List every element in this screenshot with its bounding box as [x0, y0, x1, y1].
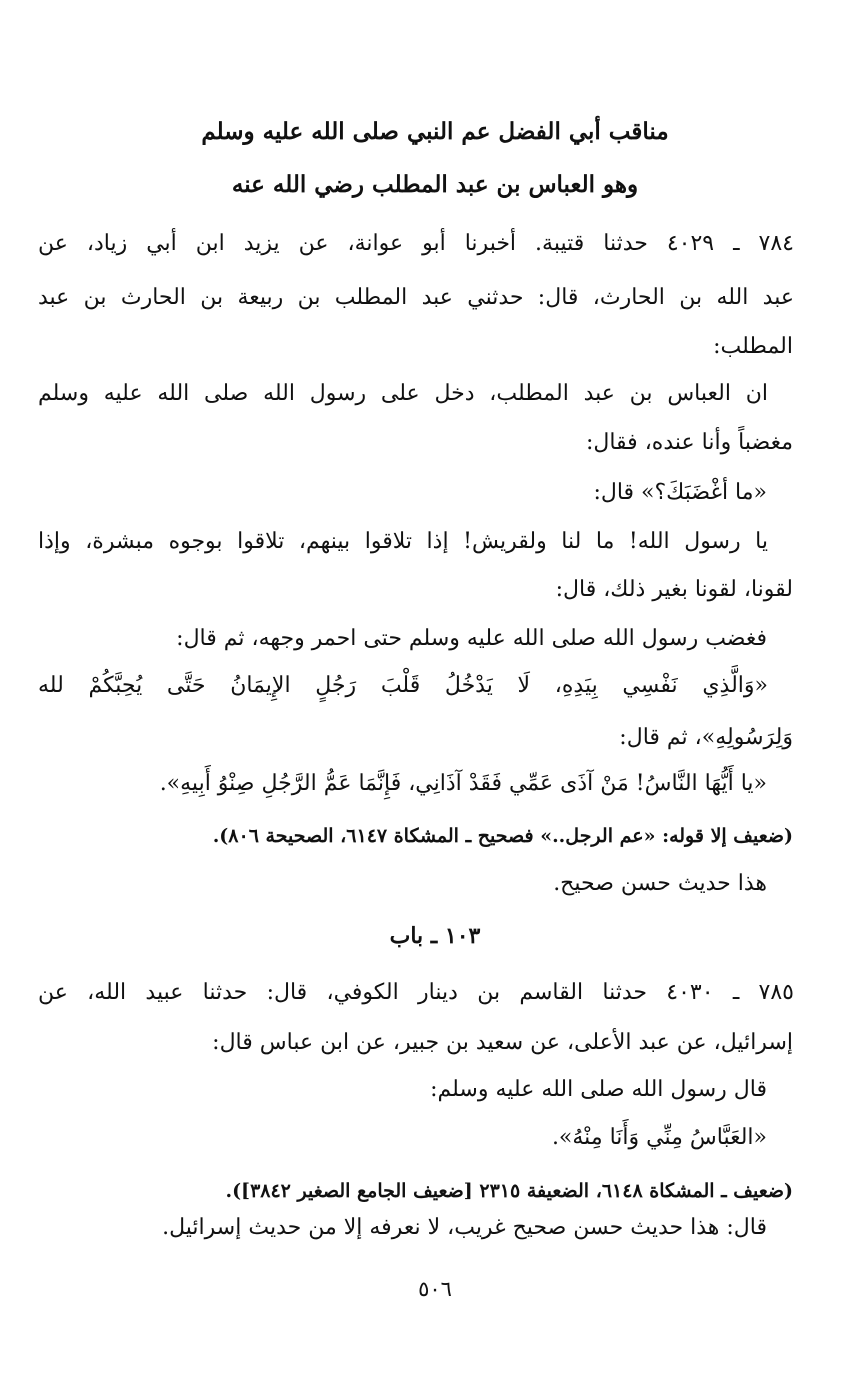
page-number: ٥٠٦ [418, 1277, 452, 1301]
hadith-784-line-8: لقونا، لقونا بغير ذلك، قال: [555, 577, 793, 602]
hadith-784-line-12: «يا أَيُّهَا النَّاسُ! مَنْ آذَى عَمِّي فَقَدْ آذَانِي، فَإِنَّمَا عَمُّ الرَّجُلِ صِنْوُ أَبِيهِ». [159, 771, 767, 796]
hadith-784-grading-note: (ضعيف إلا قوله: «عم الرجل..» فصحيح ـ المشكاة ٦١٤٧، الصحيحة ٨٠٦). [212, 825, 793, 847]
hadith-785-grading-note: (ضعيف ـ المشكاة ٦١٤٨، الضعيفة ٢٣١٥ [ضعيف الجامع الصغير ٣٨٤٢]). [225, 1180, 793, 1202]
section-title-line-2: وهو العباس بن عبد المطلب رضي الله عنه [231, 171, 639, 198]
hadith-784-line-9: فغضب رسول الله صلى الله عليه وسلم حتى احمر وجهه، ثم قال: [176, 626, 767, 651]
hadith-784-line-10: «وَالَّذِي نَفْسِي بِيَدِهِ، لَا يَدْخُلُ قَلْبَ رَجُلٍ الإِيمَانُ حَتَّى يُحِبَّكُمْ لله [38, 673, 768, 698]
hadith-785-line-3: قال رسول الله صلى الله عليه وسلم: [430, 1077, 767, 1102]
hadith-784-line-1: ٧٨٤ ـ ٤٠٢٩ حدثنا قتيبة. أخبرنا أبو عوانة، عن يزيد ابن أبي زياد، عن [38, 231, 794, 256]
hadith-784-verdict: هذا حديث حسن صحيح. [553, 871, 767, 896]
hadith-784-line-6: «ما أغْضَبَكَ؟» قال: [593, 480, 767, 505]
hadith-785-line-1: ٧٨٥ ـ ٤٠٣٠ حدثنا القاسم بن دينار الكوفي، قال: حدثنا عبيد الله، عن [38, 980, 794, 1005]
hadith-784-line-4: ان العباس بن عبد المطلب، دخل على رسول الله صلى الله عليه وسلم [38, 381, 768, 406]
hadith-784-line-11: وَلِرَسُولِهِ»، ثم قال: [619, 725, 793, 750]
hadith-784-line-5: مغضباً وأنا عنده، فقال: [585, 430, 793, 455]
hadith-785-verdict: قال: هذا حديث حسن صحيح غريب، لا نعرفه إلا من حديث إسرائيل. [162, 1215, 767, 1240]
chapter-heading: ١٠٣ ـ باب [389, 923, 481, 949]
hadith-785-line-4: «العَبَّاسُ مِنِّي وَأَنَا مِنْهُ». [551, 1125, 767, 1150]
section-title-line-1: مناقب أبي الفضل عم النبي صلى الله عليه وسلم [201, 118, 669, 145]
hadith-785-line-2: إسرائيل، عن عبد الأعلى، عن سعيد بن جبير، عن ابن عباس قال: [212, 1030, 793, 1055]
hadith-784-line-3: المطلب: [713, 334, 793, 359]
hadith-784-line-2: عبد الله بن الحارث، قال: حدثني عبد المطلب بن ربيعة بن الحارث بن عبد [38, 285, 794, 310]
hadith-784-line-7: يا رسول الله! ما لنا ولقريش! إذا تلاقوا بينهم، تلاقوا بوجوه مبشرة، وإذا [38, 529, 768, 554]
